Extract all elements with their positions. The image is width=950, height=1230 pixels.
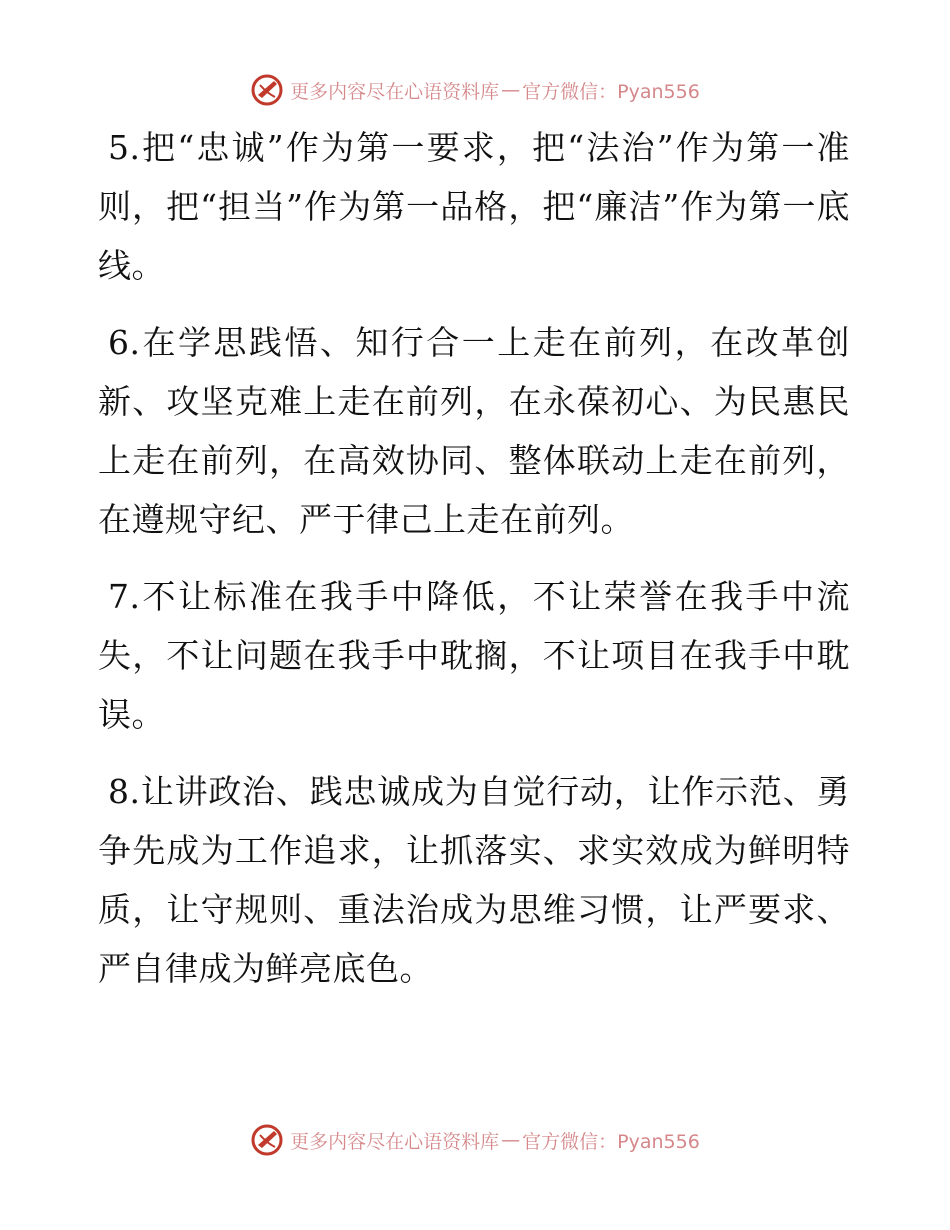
- paragraph-text: 不让标准在我手中降低，不让荣誉在我手中流失，不让问题在我手中耽搁，不让项目在我手中耽误。: [98, 577, 850, 734]
- seal-logo-icon: [250, 73, 284, 107]
- paragraph-8: [98, 762, 850, 998]
- paragraph-number: 8.: [108, 772, 141, 811]
- paragraph-number: 5.: [108, 128, 141, 167]
- watermark-text: 更多内容尽在心语资料库: [290, 80, 500, 103]
- watermark-separator: —: [501, 1129, 521, 1151]
- paragraph-number: 6.: [108, 323, 141, 362]
- paragraph-number: 7.: [108, 577, 141, 616]
- watermark-suffix: 官方微信：Pyan556: [522, 80, 700, 103]
- watermark-text: 更多内容尽在心语资料库: [290, 1130, 500, 1153]
- document-body: [98, 118, 850, 1016]
- paragraph-text: 让讲政治、践忠诚成为自觉行动，让作示范、勇争先成为工作追求，让抓落实、求实效成为鲜明特质，让守规则、重法治成为思维习惯，让严要求、严自律成为鲜亮底色。: [98, 772, 850, 988]
- header-watermark: [0, 70, 950, 110]
- paragraph-6: [98, 313, 850, 549]
- watermark-separator: —: [501, 79, 521, 101]
- paragraph-5: [98, 118, 850, 295]
- paragraph-7: [98, 567, 850, 744]
- paragraph-text: 在学思践悟、知行合一上走在前列，在改革创新、攻坚克难上走在前列，在永葆初心、为民惠民上走在前列，在高效协同、整体联动上走在前列，在遵规守纪、严于律己上走在前列。: [98, 323, 850, 539]
- paragraph-text: 把“忠诚”作为第一要求，把“法治”作为第一准则，把“担当”作为第一品格，把“廉洁”作为第一底线。: [98, 128, 850, 285]
- footer-watermark: [0, 1120, 950, 1160]
- watermark-suffix: 官方微信：Pyan556: [522, 1130, 700, 1153]
- seal-logo-icon: [250, 1123, 284, 1157]
